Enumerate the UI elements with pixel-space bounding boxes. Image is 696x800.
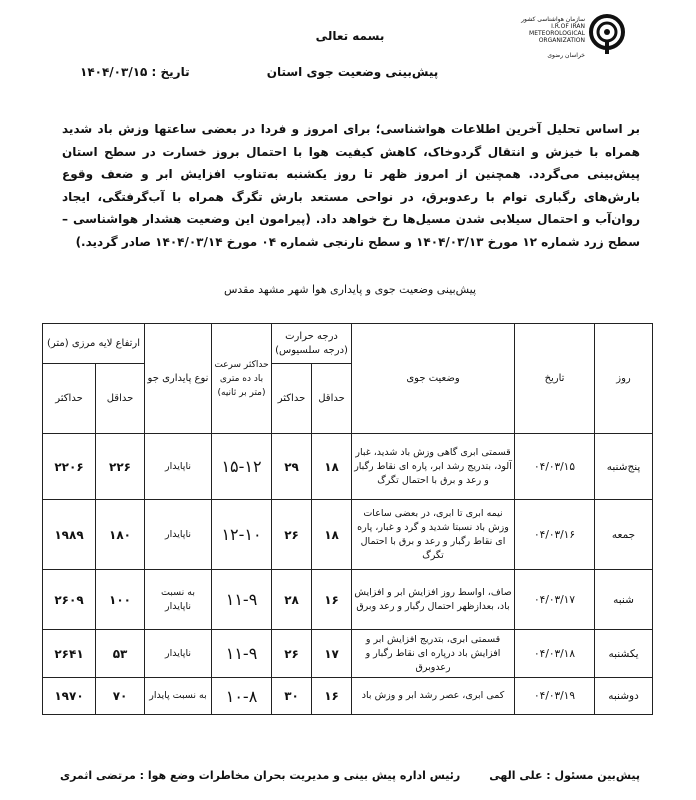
- cell-weather: نیمه ابری تا ابری، در بعضی ساعات وزش باد نسبتا شدید و گرد و غبار، پاره ای نقاط رگبار و رعد و برق با احتمال تگرگ: [352, 500, 515, 570]
- document-title: پیش‌بینی وضعیت جوی استان: [266, 65, 439, 79]
- cell-mix-max: ۲۶۴۱: [43, 630, 96, 678]
- cell-day: دوشنبه: [595, 678, 653, 715]
- spiral-logo-icon: [589, 12, 625, 56]
- header-wind: حداکثر سرعت باد ده متری (متر بر ثانیه): [212, 324, 272, 434]
- cell-mix-max: ۱۹۸۹: [43, 500, 96, 570]
- logo-line-1: سازمان هواشناسی کشور: [521, 16, 585, 23]
- cell-stability: به نسبت پایدار: [145, 678, 212, 715]
- header-temp-max: حداکثر: [272, 364, 312, 434]
- cell-mix-max: ۲۲۰۶: [43, 434, 96, 500]
- cell-stability: ناپایدار: [145, 500, 212, 570]
- cell-date: ۰۴/۰۳/۱۹: [515, 678, 595, 715]
- cell-date: ۰۴/۰۳/۱۷: [515, 570, 595, 630]
- cell-temp-max: ۲۶: [272, 500, 312, 570]
- cell-mix-min: ۵۳: [96, 630, 145, 678]
- cell-date: ۰۴/۰۳/۱۸: [515, 630, 595, 678]
- cell-day: جمعه: [595, 500, 653, 570]
- table-header-row: [43, 324, 653, 364]
- header-weather: وضعیت جوی: [352, 324, 515, 434]
- cell-wind: ۱۱-۹: [212, 570, 272, 630]
- cell-date: ۰۴/۰۳/۱۵: [515, 434, 595, 500]
- logo-line-2: I.R.OF IRAN: [551, 23, 585, 30]
- forecaster-signature: پیش‌بین مسئول : علی الهی: [489, 769, 640, 782]
- document-date: تاریخ : ۱۴۰۴/۰۳/۱۵: [80, 65, 190, 79]
- header-date: تاریخ: [515, 324, 595, 434]
- signature-row: [60, 769, 640, 787]
- cell-weather: قسمتی ابری گاهی وزش باد شدید، غبار آلود، بتدریج رشد ابر، پاره ای نقاط رگبار و رعد و برق با احتمال تگرگ: [352, 434, 515, 500]
- cell-mix-min: ۱۰۰: [96, 570, 145, 630]
- cell-date: ۰۴/۰۳/۱۶: [515, 500, 595, 570]
- intro-paragraph: بر اساس تحلیل آخرین اطلاعات هواشناسی؛ برای امروز و فردا در بعضی ساعتها وزش باد شدید همراه با خیزش و انتقال گردوخاک، کاهش کیفیت هوا با احتمال بروز خسارت در سطح استان پیش‌بینی می‌گردد. همچنین از امروز ظهر تا روز یکشنبه به‌تناوب افزایش ابر و ضعف وقوع بارش‌های رگباری توام با رعدوبرق، در نواحی مستعد بارش تگرگ همراه با آب‌گرفتگی، ایجاد روان‌آب و احتمال سیلابی شدن مسیل‌ها رخ خواهد داد. (پیرامون این وضعیت هشدار هواشناسی – سطح زرد شماره ۱۲ مورخ ۱۴۰۴/۰۳/۱۳ و سطح نارنجی شماره ۰۴ مورخ ۱۴۰۴/۰۳/۱۴ صادر گردید.): [62, 122, 640, 249]
- cell-temp-max: ۳۰: [272, 678, 312, 715]
- header-mix-max: حداکثر: [43, 364, 96, 434]
- logo-line-3: METEOROLOGICAL: [529, 30, 585, 37]
- table-row: [43, 630, 653, 678]
- cell-day: شنبه: [595, 570, 653, 630]
- cell-temp-min: ۱۸: [312, 434, 352, 500]
- cell-temp-max: ۲۸: [272, 570, 312, 630]
- cell-wind: ۱۰-۸: [212, 678, 272, 715]
- header-day: روز: [595, 324, 653, 434]
- cell-stability: ناپایدار: [145, 434, 212, 500]
- header-stability: نوع پایداری جو: [145, 324, 212, 434]
- cell-mix-min: ۱۸۰: [96, 500, 145, 570]
- forecast-table: [42, 323, 653, 715]
- cell-mix-min: ۷۰: [96, 678, 145, 715]
- cell-stability: ناپایدار: [145, 630, 212, 678]
- head-signature: رئیس اداره پیش بینی و مدیریت بحران مخاطرات وضع هوا : مرتضی اثمری: [60, 769, 461, 782]
- organization-logo: [521, 12, 625, 72]
- header-mix-min: حداقل: [96, 364, 145, 434]
- logo-line-4: ORGANIZATION: [538, 37, 585, 44]
- logo-line-5: خراسان رضوی: [547, 52, 585, 59]
- cell-wind: ۱۲-۱۰: [212, 500, 272, 570]
- cell-temp-min: ۱۷: [312, 630, 352, 678]
- cell-temp-min: ۱۶: [312, 678, 352, 715]
- cell-wind: ۱۱-۹: [212, 630, 272, 678]
- table-caption: پیش‌بینی وضعیت جوی و پایداری هوا شهر مشهد مقدس: [223, 283, 477, 296]
- table-row: [43, 570, 653, 630]
- table-row: [43, 434, 653, 500]
- cell-temp-min: ۱۶: [312, 570, 352, 630]
- cell-day: یکشنبه: [595, 630, 653, 678]
- header-mixing-height: ارتفاع لایه مرزی (متر): [43, 324, 145, 364]
- cell-mix-max: ۲۶۰۹: [43, 570, 96, 630]
- cell-temp-max: ۲۶: [272, 630, 312, 678]
- cell-mix-min: ۲۲۶: [96, 434, 145, 500]
- table-row: [43, 500, 653, 570]
- cell-mix-max: ۱۹۷۰: [43, 678, 96, 715]
- cell-temp-min: ۱۸: [312, 500, 352, 570]
- cell-stability: به نسبت ناپایدار: [145, 570, 212, 630]
- table-row: [43, 678, 653, 715]
- cell-weather: قسمتی ابری، بتدریج افزایش ابر و افزایش باد درپاره ای نقاط رگبار و رعدوبرق: [352, 630, 515, 678]
- cell-wind: ۱۵-۱۲: [212, 434, 272, 500]
- header-temp-min: حداقل: [312, 364, 352, 434]
- cell-weather: صاف، اواسط روز افزایش ابر و افزایش باد، بعدازظهر احتمال رگبار و رعد وبرق: [352, 570, 515, 630]
- cell-temp-max: ۲۹: [272, 434, 312, 500]
- cell-weather: کمی ابری، عصر رشد ابر و وزش باد: [352, 678, 515, 715]
- header-temperature: درجه حرارت (درجه سلسیوس): [272, 324, 352, 364]
- cell-day: پنج‌شنبه: [595, 434, 653, 500]
- basmala: بسمه تعالی: [315, 29, 385, 43]
